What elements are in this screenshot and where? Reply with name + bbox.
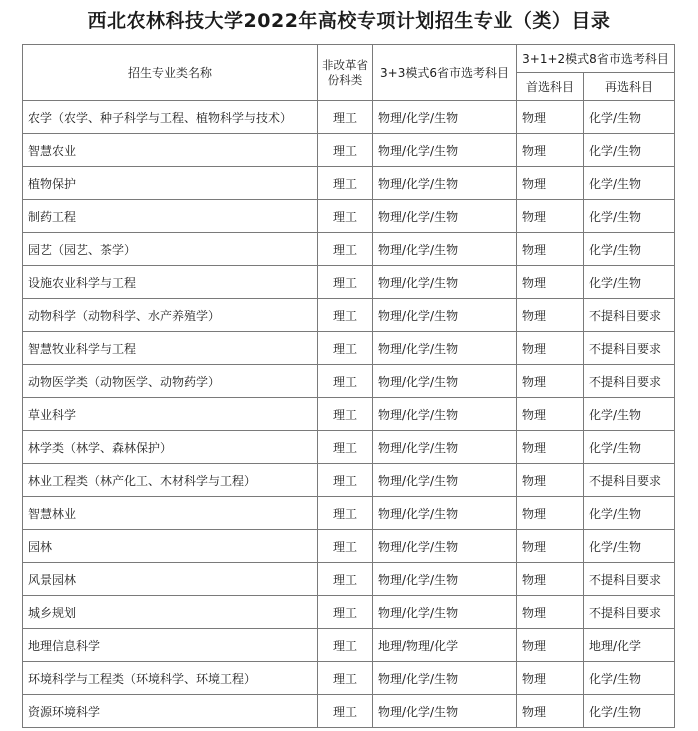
cell-category: 理工: [318, 299, 373, 332]
cell-category: 理工: [318, 365, 373, 398]
cell-first-subject: 物理: [517, 167, 584, 200]
cell-major: 城乡规划: [23, 596, 318, 629]
cell-second-subject: 不提科目要求: [584, 464, 675, 497]
cell-first-subject: 物理: [517, 365, 584, 398]
table-row: [23, 266, 675, 299]
cell-subjects-33: 物理/化学/生物: [373, 464, 517, 497]
cell-major: 草业科学: [23, 398, 318, 431]
cell-subjects-33: 物理/化学/生物: [373, 662, 517, 695]
cell-second-subject: 化学/生物: [584, 167, 675, 200]
cell-category: 理工: [318, 398, 373, 431]
cell-subjects-33: 物理/化学/生物: [373, 266, 517, 299]
header-non-reform: [318, 45, 373, 101]
header-major: 招生专业类名称: [23, 45, 318, 101]
cell-category: 理工: [318, 530, 373, 563]
cell-category: 理工: [318, 266, 373, 299]
cell-subjects-33: 物理/化学/生物: [373, 101, 517, 134]
cell-subjects-33: 物理/化学/生物: [373, 695, 517, 728]
cell-category: 理工: [318, 695, 373, 728]
table-row: [23, 431, 675, 464]
cell-category: 理工: [318, 431, 373, 464]
cell-second-subject: 化学/生物: [584, 662, 675, 695]
cell-category: 理工: [318, 200, 373, 233]
cell-first-subject: 物理: [517, 431, 584, 464]
cell-category: 理工: [318, 629, 373, 662]
cell-major: 环境科学与工程类（环境科学、环境工程）: [23, 662, 318, 695]
cell-major: 林业工程类（林产化工、木材科学与工程）: [23, 464, 318, 497]
cell-second-subject: 不提科目要求: [584, 365, 675, 398]
cell-first-subject: 物理: [517, 530, 584, 563]
cell-subjects-33: 物理/化学/生物: [373, 200, 517, 233]
cell-major: 智慧牧业科学与工程: [23, 332, 318, 365]
cell-major: 园艺（园艺、茶学）: [23, 233, 318, 266]
cell-subjects-33: 物理/化学/生物: [373, 530, 517, 563]
cell-second-subject: 化学/生物: [584, 398, 675, 431]
cell-category: 理工: [318, 662, 373, 695]
header-mode-312: 3+1+2模式8省市选考科目: [517, 45, 675, 73]
cell-first-subject: 物理: [517, 266, 584, 299]
cell-second-subject: 化学/生物: [584, 233, 675, 266]
table-row: [23, 695, 675, 728]
table-row: [23, 464, 675, 497]
cell-first-subject: 物理: [517, 299, 584, 332]
cell-first-subject: 物理: [517, 695, 584, 728]
cell-major: 制药工程: [23, 200, 318, 233]
cell-category: 理工: [318, 497, 373, 530]
cell-subjects-33: 物理/化学/生物: [373, 431, 517, 464]
table-row: [23, 530, 675, 563]
cell-second-subject: 化学/生物: [584, 266, 675, 299]
cell-first-subject: 物理: [517, 398, 584, 431]
cell-category: 理工: [318, 167, 373, 200]
table-row: [23, 299, 675, 332]
cell-second-subject: 地理/化学: [584, 629, 675, 662]
cell-second-subject: 化学/生物: [584, 695, 675, 728]
table-row: [23, 596, 675, 629]
cell-second-subject: 化学/生物: [584, 530, 675, 563]
cell-first-subject: 物理: [517, 596, 584, 629]
cell-subjects-33: 物理/化学/生物: [373, 167, 517, 200]
cell-second-subject: 化学/生物: [584, 101, 675, 134]
table-row: [23, 167, 675, 200]
cell-major: 植物保护: [23, 167, 318, 200]
cell-first-subject: 物理: [517, 563, 584, 596]
table-row: [23, 365, 675, 398]
cell-subjects-33: 物理/化学/生物: [373, 497, 517, 530]
cell-first-subject: 物理: [517, 200, 584, 233]
table-row: [23, 398, 675, 431]
cell-second-subject: 化学/生物: [584, 134, 675, 167]
header-second-subject: 再选科目: [584, 73, 675, 101]
cell-category: 理工: [318, 233, 373, 266]
header-mode-33: 3+3模式6省市选考科目: [373, 45, 517, 101]
cell-second-subject: 化学/生物: [584, 431, 675, 464]
table-body: [23, 101, 675, 728]
cell-major: 智慧农业: [23, 134, 318, 167]
cell-category: 理工: [318, 563, 373, 596]
cell-category: 理工: [318, 596, 373, 629]
table-row: [23, 200, 675, 233]
cell-major: 动物科学（动物科学、水产养殖学）: [23, 299, 318, 332]
cell-major: 智慧林业: [23, 497, 318, 530]
cell-first-subject: 物理: [517, 233, 584, 266]
cell-major: 设施农业科学与工程: [23, 266, 318, 299]
cell-first-subject: 物理: [517, 134, 584, 167]
page-title: 西北农林科技大学2022年高校专项计划招生专业（类）目录: [87, 10, 611, 32]
cell-first-subject: 物理: [517, 497, 584, 530]
header-non-reform-line1: 非改革省: [322, 57, 368, 72]
cell-second-subject: 不提科目要求: [584, 596, 675, 629]
cell-first-subject: 物理: [517, 629, 584, 662]
cell-second-subject: 化学/生物: [584, 497, 675, 530]
cell-second-subject: 化学/生物: [584, 200, 675, 233]
table-row: [23, 233, 675, 266]
cell-subjects-33: 物理/化学/生物: [373, 563, 517, 596]
header-first-subject: 首选科目: [517, 73, 584, 101]
cell-major: 农学（农学、种子科学与工程、植物科学与技术）: [23, 101, 318, 134]
cell-second-subject: 不提科目要求: [584, 299, 675, 332]
cell-major: 资源环境科学: [23, 695, 318, 728]
cell-subjects-33: 物理/化学/生物: [373, 233, 517, 266]
cell-category: 理工: [318, 464, 373, 497]
cell-category: 理工: [318, 101, 373, 134]
cell-subjects-33: 物理/化学/生物: [373, 299, 517, 332]
cell-subjects-33: 物理/化学/生物: [373, 596, 517, 629]
header-non-reform-line2: 份科类: [327, 72, 363, 87]
cell-category: 理工: [318, 332, 373, 365]
cell-first-subject: 物理: [517, 101, 584, 134]
cell-subjects-33: 物理/化学/生物: [373, 398, 517, 431]
table-row: [23, 629, 675, 662]
table-row: [23, 101, 675, 134]
cell-second-subject: 不提科目要求: [584, 332, 675, 365]
majors-table: [22, 44, 675, 728]
table-row: [23, 662, 675, 695]
cell-subjects-33: 物理/化学/生物: [373, 365, 517, 398]
table-header: [23, 45, 675, 101]
cell-category: 理工: [318, 134, 373, 167]
cell-first-subject: 物理: [517, 332, 584, 365]
cell-major: 园林: [23, 530, 318, 563]
cell-major: 地理信息科学: [23, 629, 318, 662]
cell-major: 林学类（林学、森林保护）: [23, 431, 318, 464]
table-row: [23, 332, 675, 365]
table-row: [23, 134, 675, 167]
cell-second-subject: 不提科目要求: [584, 563, 675, 596]
cell-subjects-33: 物理/化学/生物: [373, 332, 517, 365]
table-row: [23, 497, 675, 530]
cell-major: 风景园林: [23, 563, 318, 596]
table-row: [23, 563, 675, 596]
cell-subjects-33: 地理/物理/化学: [373, 629, 517, 662]
cell-first-subject: 物理: [517, 662, 584, 695]
cell-first-subject: 物理: [517, 464, 584, 497]
cell-major: 动物医学类（动物医学、动物药学）: [23, 365, 318, 398]
cell-subjects-33: 物理/化学/生物: [373, 134, 517, 167]
